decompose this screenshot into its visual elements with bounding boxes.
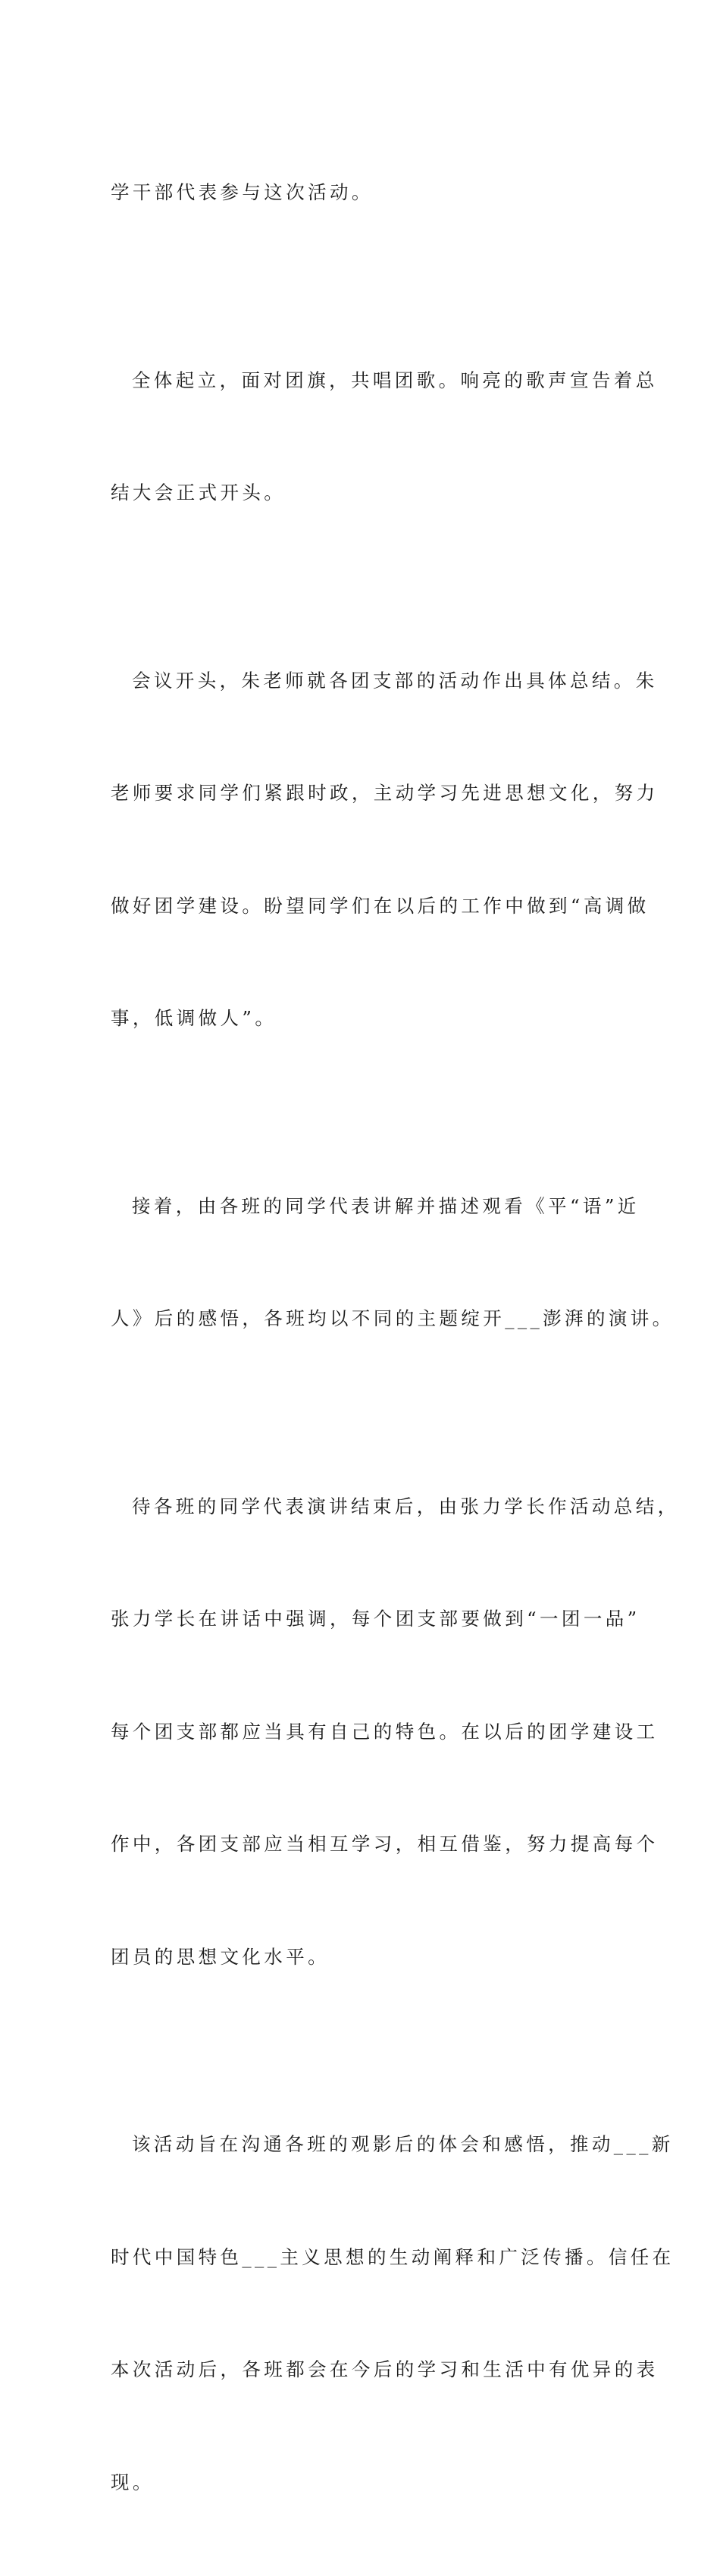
text-line: 接着，由各班的同学代表讲解并描述观看《平“语”近 <box>132 1194 640 1217</box>
text-line: 时代中国特色___主义思想的生动阐释和广泛传播。信任在 <box>111 2245 675 2268</box>
paragraph-1 <box>111 99 612 287</box>
text-line: 本次活动后，各班都会在今后的学习和生活中有优异的表 <box>111 2358 659 2380</box>
text-line: 事，低调做人”。 <box>111 1007 277 1029</box>
text-line: 现。 <box>111 2471 155 2493</box>
document-body <box>111 99 680 2576</box>
text-line: 会议开头，朱老师就各团支部的活动作出具体总结。朱 <box>132 669 658 692</box>
paragraph-2 <box>111 287 658 587</box>
text-line: 作中，各团支部应当相互学习，相互借鉴，努力提高每个 <box>111 1833 659 1855</box>
text-line: 人》后的感悟，各班均以不同的主题绽开___澎湃的演讲。 <box>111 1307 675 1329</box>
text-line: 全体起立，面对团旗，共唱团歌。响亮的歌声宣告着总 <box>132 369 658 391</box>
text-line: 做好团学建设。盼望同学们在以后的工作中做到“高调做 <box>111 894 650 917</box>
paragraph-6 <box>111 2050 675 2576</box>
paragraph-3 <box>111 587 659 1112</box>
paragraph-4 <box>111 1112 675 1413</box>
text-line: 张力学长在讲话中强调，每个团支部要做到“一团一品” <box>111 1608 640 1630</box>
text-line: 学干部代表参与这次活动。 <box>111 181 374 203</box>
text-line: 每个团支部都应当具有自己的特色。在以后的团学建设工 <box>111 1720 659 1743</box>
paragraph-5 <box>111 1413 680 2051</box>
text-line: 结大会正式开头。 <box>111 482 286 504</box>
text-line: 该活动旨在沟通各班的观影后的体会和感悟，推动___新 <box>132 2133 674 2155</box>
text-line: 老师要求同学们紧跟时政，主动学习先进思想文化，努力 <box>111 782 659 804</box>
text-line: 团员的思想文化水平。 <box>111 1945 330 1968</box>
text-line: 待各班的同学代表演讲结束后，由张力学长作活动总结， <box>132 1495 680 1517</box>
